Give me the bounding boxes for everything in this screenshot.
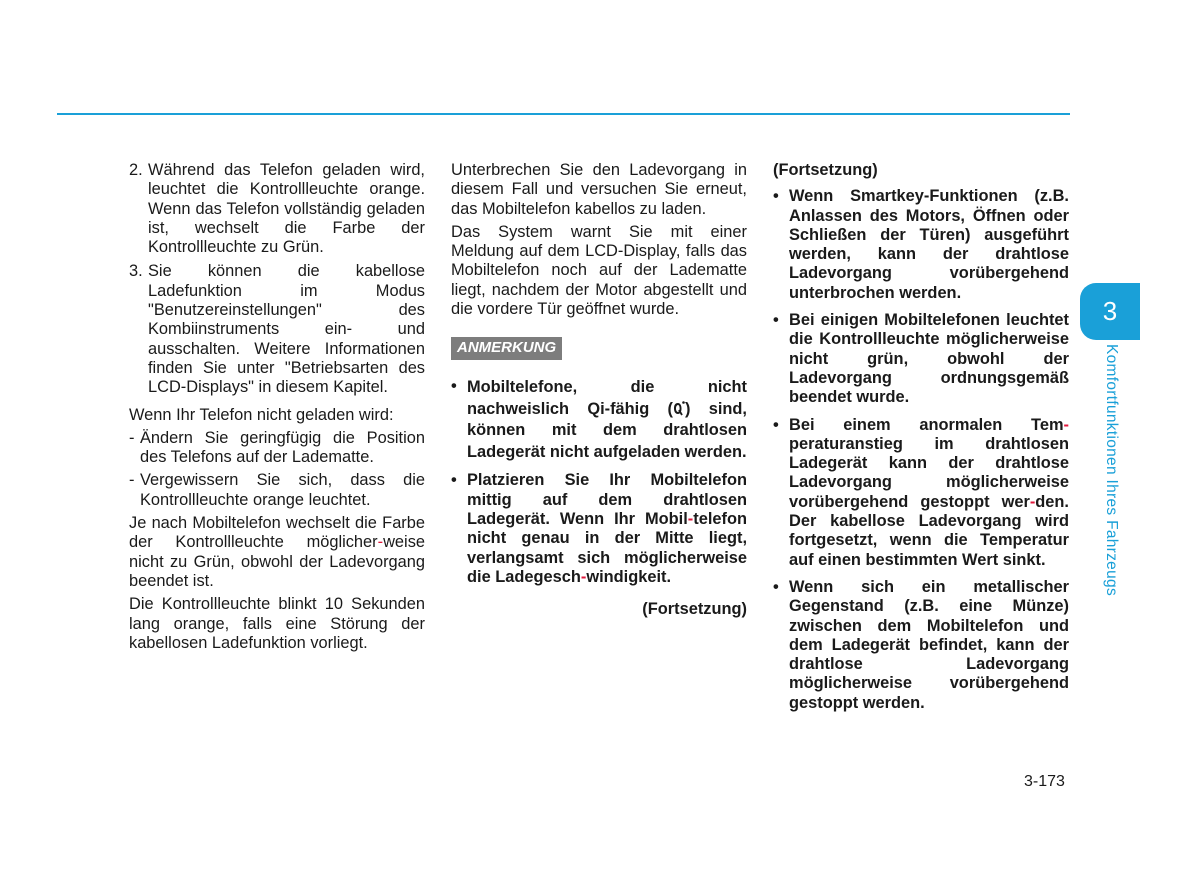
numbered-item-2 — [129, 161, 425, 257]
dash-text: Ändern Sie geringfügig die Position des Telefons auf der Lademattе. — [140, 428, 425, 467]
dash-item-1 — [129, 429, 425, 468]
bullet-text: Wenn sich ein metallischer Gegenstand (z.B. eine Münze) zwischen dem Mobiltelefon und dem Ladegerät befindet, kann der drahtlose Ladevorgang möglicherweise vorübergehend gestoppt werden. — [789, 577, 1069, 712]
bullet-mark: • — [451, 471, 457, 490]
qi-wireless-charging-icon — [673, 401, 685, 416]
bullet-mark: • — [451, 377, 457, 396]
note-bullet-1 — [451, 377, 747, 463]
chapter-tab: 3 — [1080, 283, 1140, 340]
item-text: Sie können die kabellose Ladefunktion im Modus "Benutzereinstellungen" des Kombiinstruments ein- und ausschalten. Weitere Informationen finden Sie unter "Betriebsarten des LCD-Displays" in diesem Kapitel. — [148, 262, 425, 397]
continued-heading: (Fortsetzung) — [773, 161, 878, 179]
paragraph-warning: Das System warnt Sie mit einer Meldung auf dem LCD-Display, falls das Mobiltelefon noch auf der Ladematte liegt, nachdem der Motor abgestellt und die vordere Tür geöffnet wurde. — [451, 222, 747, 319]
hyphen: - — [377, 533, 384, 552]
bullet-mark: • — [773, 311, 779, 330]
bullet-text: Mobiltelefone, die nicht nachweislich Qi-fähig ( ) sind, können mit dem drahtlosen Ladegerät nicht aufgeladen werden. — [467, 378, 747, 461]
hyphen: - — [687, 509, 694, 528]
bullet-text: Platzieren Sie Ihr Mobiltelefon mittig auf dem drahtlosen Ladegerät. Wenn Ihr Mobil-telefon nicht genau in der Mitte liegt, verlangsamt sich möglicherweise die Ladegesch-windigkeit. — [467, 471, 747, 586]
numbered-item-3 — [129, 262, 425, 397]
bullet-text: Bei einigen Mobiltelefonen leuchtet die Kontrollleuchte möglicherweise nicht grün, obwohl der Ladevorgang ordnungsgemäß beendet wurde. — [789, 311, 1069, 407]
header-rule — [57, 113, 1070, 115]
column-middle — [451, 161, 747, 619]
column-left — [129, 161, 425, 653]
note-bullet-temperature — [773, 416, 1069, 570]
bullet-text: Bei einem anormalen Tem-peraturanstieg im drahtlosen Ladegerät kann der drahtlose Ladevorgang möglicherweise vorübergehend gestoppt wer-den. Der kabellose Ladevorgang wird fortgesetzt, wenn die Temperatur auf einen bestimmten Wert sinkt. — [789, 415, 1069, 569]
bullet-mark: • — [773, 577, 779, 596]
item-number: 2. — [129, 161, 143, 179]
hyphen: - — [1029, 492, 1036, 511]
note-bullet-metal — [773, 578, 1069, 713]
not-charged-intro: Wenn Ihr Telefon nicht geladen wird: — [129, 405, 394, 424]
page-number: 3-173 — [1024, 773, 1065, 790]
paragraph-interrupt: Unterbrechen Sie den Ladevorgang in diesem Fall und versuchen Sie erneut, das Mobiltelefon kabellos zu laden. — [451, 161, 747, 218]
hyphen: - — [1063, 415, 1069, 434]
dash-mark: - — [129, 428, 135, 447]
note-bullet-indicator — [773, 311, 1069, 407]
paragraph-blink: Die Kontrollleuchte blinkt 10 Sekunden lang orange, falls eine Störung der kabellosen Ladefunktion vorliegt. — [129, 595, 425, 652]
bullet-mark: • — [773, 415, 779, 434]
note-bullet-2 — [451, 471, 747, 587]
chapter-title: Komfortfunktionen Ihres Fahrzeugs — [1103, 344, 1120, 596]
bullet-mark: • — [773, 187, 779, 206]
item-number: 3. — [129, 262, 143, 281]
paragraph-color-change: Je nach Mobiltelefon wechselt die Farbe der Kontrollleuchte möglicher-weise nicht zu Grün, obwohl der Ladevorgang beendet ist. — [129, 514, 425, 590]
column-right — [773, 161, 1069, 721]
dash-text: Vergewissern Sie sich, dass die Kontrollleuchte orange leuchtet. — [140, 471, 425, 509]
dash-mark: - — [129, 471, 135, 490]
dash-item-2 — [129, 471, 425, 510]
bullet-text: Wenn Smartkey-Funktionen (z.B. Anlassen des Motors, Öffnen oder Schließen der Türen) ausgeführt werden, kann der drahtlose Ladevorgang vorübergehend unterbrochen werden. — [789, 187, 1069, 302]
note-label: ANMERKUNG — [451, 337, 562, 360]
item-text: Während das Telefon geladen wird, leuchtet die Kontrollleuchte orange. Wenn das Telefon vollständig geladen ist, wechselt die Farbe der Kontrollleuchte zu Grün. — [148, 161, 425, 257]
hyphen: - — [580, 567, 587, 586]
note-bullet-smartkey — [773, 187, 1069, 303]
continued-label: (Fortsetzung) — [642, 600, 747, 619]
